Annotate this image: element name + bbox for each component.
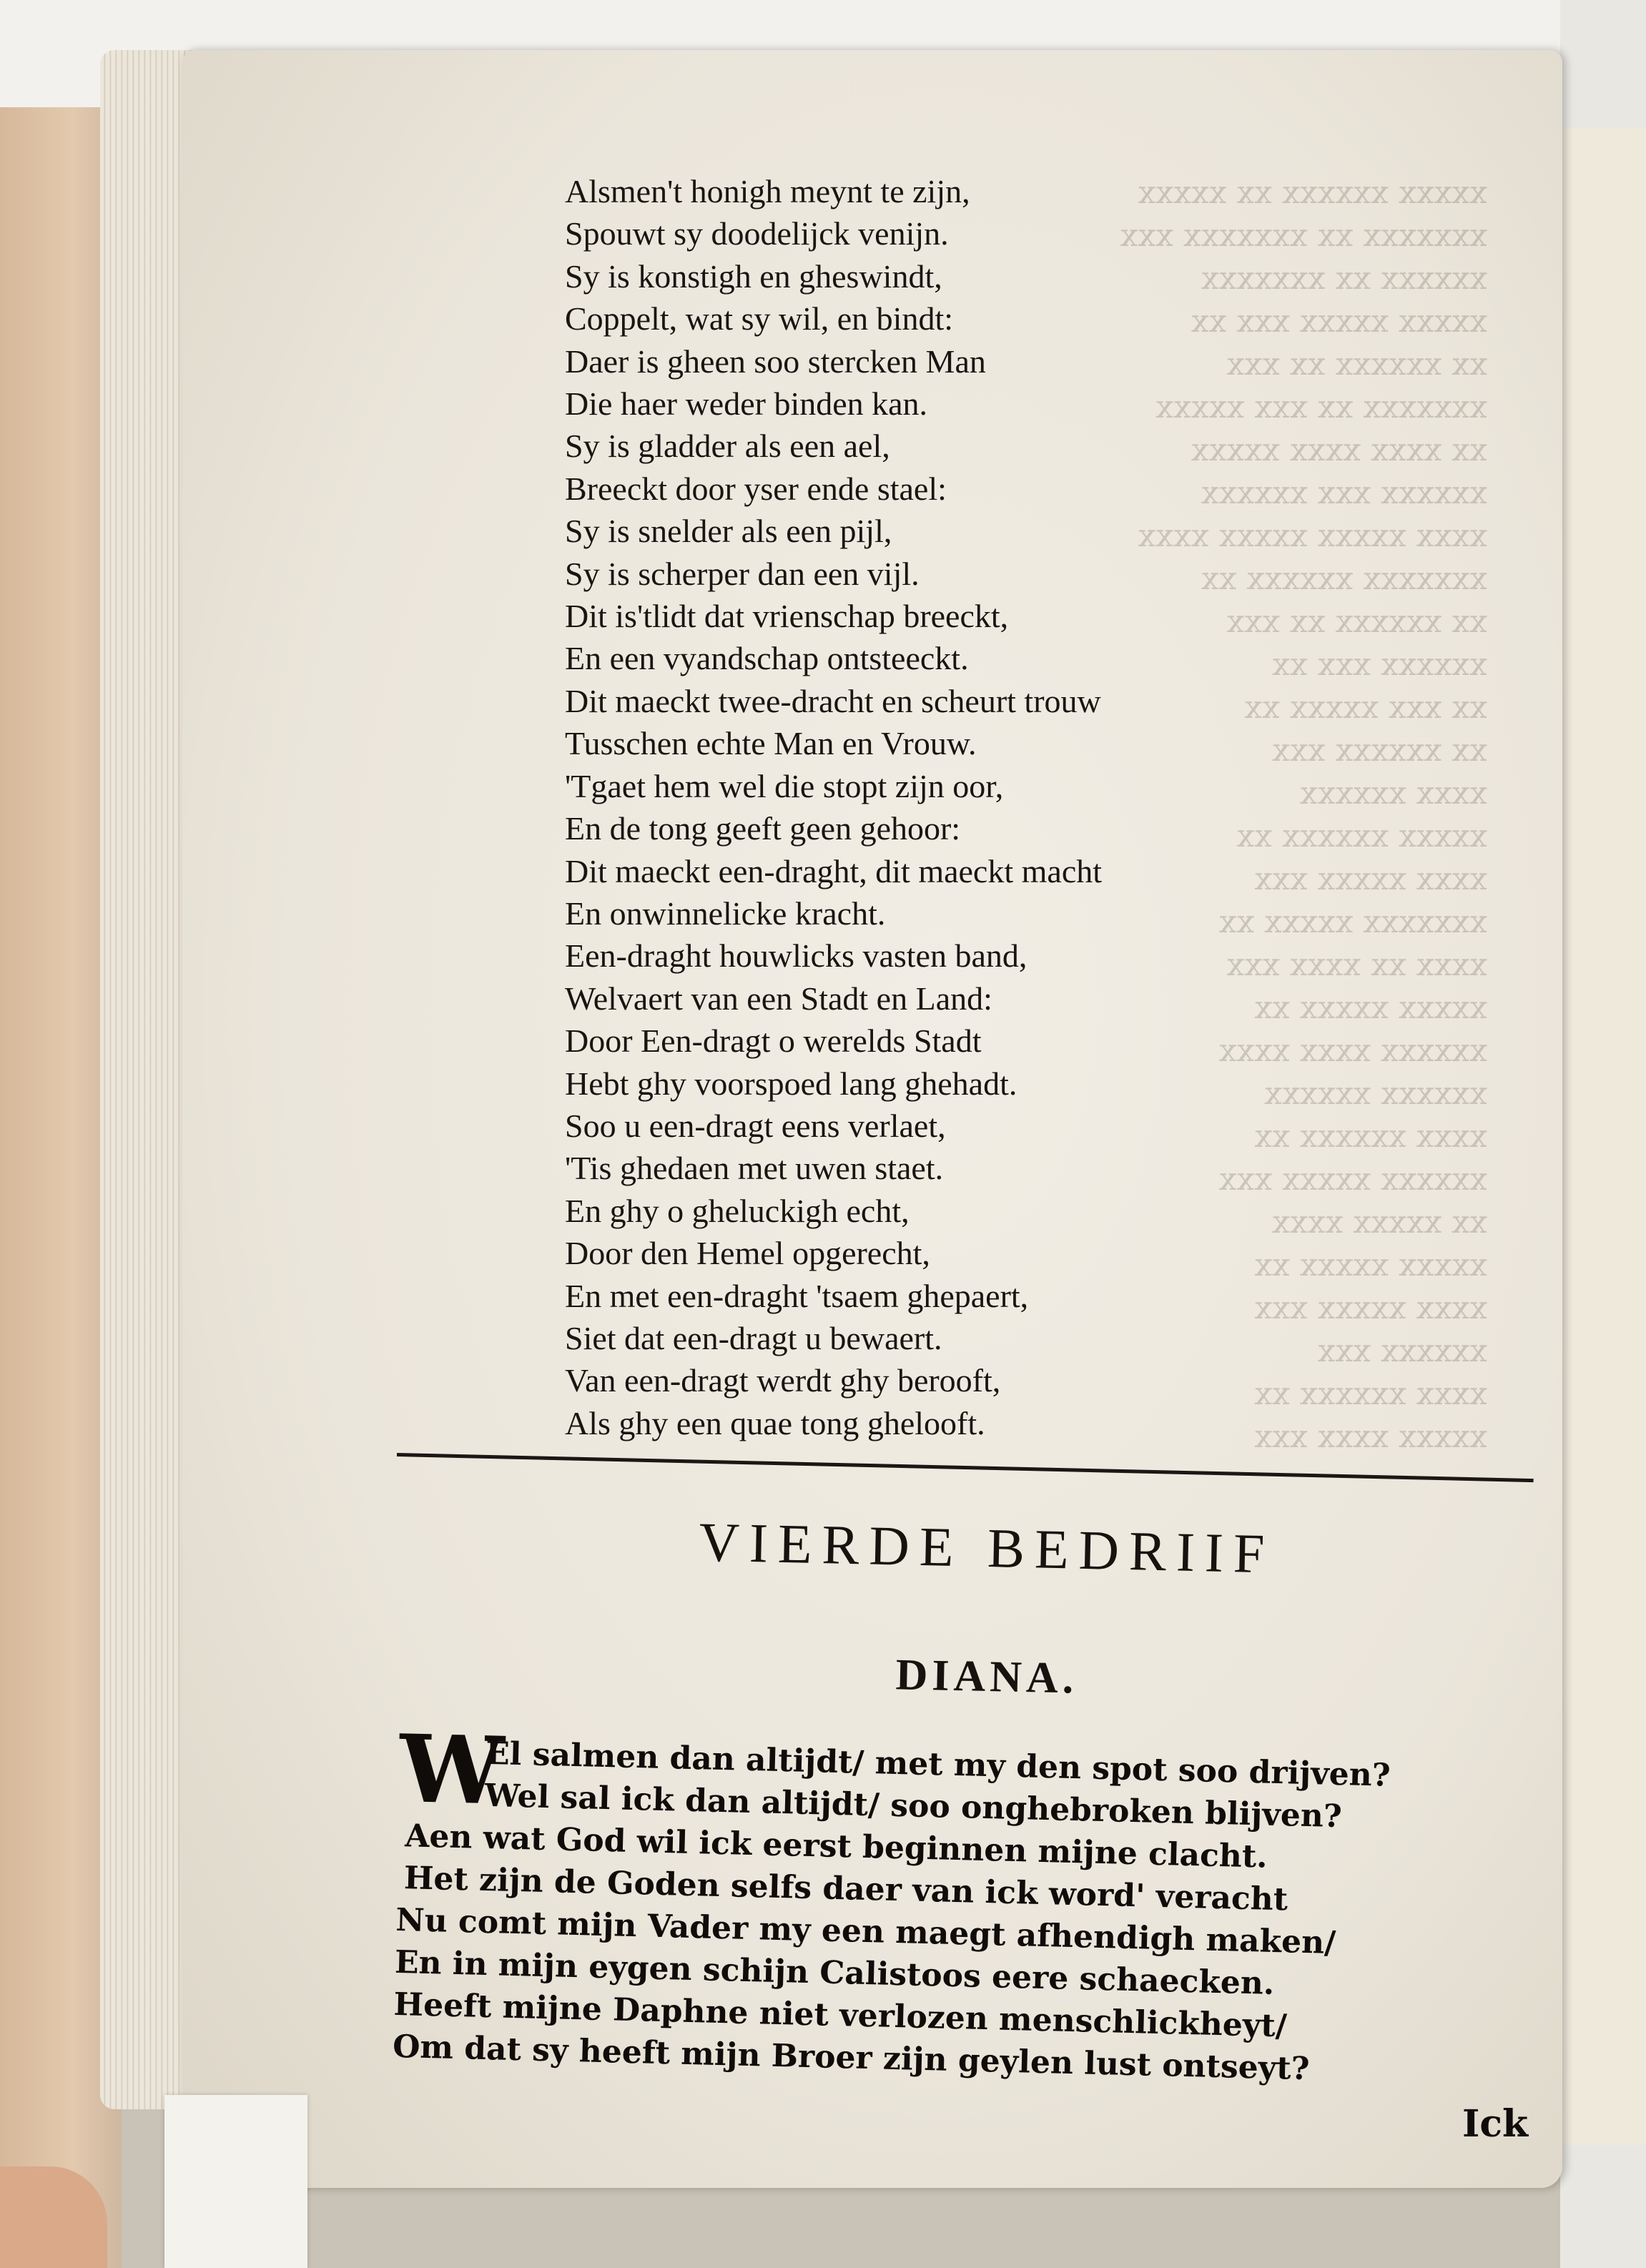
speaker-name: DIANA. bbox=[895, 1650, 1079, 1703]
poem-line: Sy is gladder als een ael, bbox=[565, 428, 890, 465]
poem-line: Die haer weder binden kan. bbox=[565, 385, 928, 423]
paper-bookmark bbox=[164, 2095, 307, 2268]
poem-line: Dit is'tlidt dat vrienschap breeckt, bbox=[565, 598, 1009, 635]
poem-line: Door den Hemel opgerecht, bbox=[565, 1235, 930, 1272]
poem-line: En ghy o gheluckigh echt, bbox=[565, 1192, 910, 1229]
poem-line: Siet dat een-dragt u bewaert. bbox=[565, 1319, 942, 1356]
poem-line: Hebt ghy voorspoed lang ghehadt. bbox=[565, 1065, 1017, 1102]
poem-line: En een vyandschap ontsteeckt. bbox=[565, 640, 969, 677]
poem-line: Sy is snelder als een pijl, bbox=[565, 513, 892, 550]
poem-line: Een-draght houwlicks vasten band, bbox=[565, 937, 1027, 975]
poem-line: 'Tis ghedaen met uwen staet. bbox=[565, 1150, 944, 1187]
speech-text bbox=[392, 1714, 1472, 2094]
act-heading: VIERDE BEDRIIF bbox=[698, 1510, 1276, 1585]
poem-line: Alsmen't honigh meynt te zijn, bbox=[565, 173, 970, 209]
poem-line: En met een-draght 'tsaem ghepaert, bbox=[565, 1277, 1029, 1314]
poem-line: Sy is konstigh en gheswindt, bbox=[565, 257, 942, 295]
poem-line: Welvaert van een Stadt en Land: bbox=[565, 980, 992, 1017]
poem-line: Daer is gheen soo stercken Man bbox=[565, 342, 986, 380]
speech-line: Het zijn de Goden selfs daer van ick word' veracht bbox=[403, 1860, 1288, 1918]
catchword: Ick bbox=[1462, 2102, 1529, 2146]
speech-line: Om dat sy heeft mijn Broer zijn geylen lust ontseyt? bbox=[392, 2028, 1310, 2088]
poem-line: Breeckt door yser ende stael: bbox=[565, 470, 947, 507]
speech-line-text: El salmen dan altijdt/ met my den spot soo drijven? bbox=[485, 1735, 1391, 1794]
bleed-through-text: xxxxx xxxxxx xx xxxxx xxxxxxx xx xxxxxxx xxx xxxxxx xx xxxxxxx xxxxx xxxxx xxx xx xx xxxxxx xx xxx xxxxxxx xx xxx xxxxx xx xxxx xxxx xxxxx xxxxxx xxx xxxxxx xxxx xxxxx xxxxx xxxx xxxxxxx xxxxxx xx xx xxxxxx xx xxx xxxxxx xxx xx xx xxx xxxxx xx xx xxxxxx xxx xxxx xxxxxx xxxxx xxxxxx xx xxxx xxxxx xxx xxxxxxx xxxxx xx xxxx xx xxxx xxx xxxxx xxxxx xx xxxxxx xxxx xxxx xxxxxx xxxxxx xxxx xxxxxx xx xxxxxx xxxxx xxx xx xxxxx xxxx xxxxx xxxxx xx xxxx xxxxx xxx xxxxxx xxx xxxx xxxxxx xx xxxxx xxxx xxx bbox=[1120, 174, 1487, 1455]
poem-text bbox=[565, 170, 1280, 1444]
speech-line: Heeft mijne Daphne niet verlozen menschlickheyt/ bbox=[393, 1986, 1288, 2045]
page-stack-edges bbox=[100, 50, 193, 2109]
poem-line: En de tong geeft geen gehoor: bbox=[565, 810, 961, 847]
poem-line: Soo u een-dragt eens verlaet, bbox=[565, 1107, 946, 1144]
speech-line: Nu comt mijn Vader my een maegt afhendigh maken/ bbox=[395, 1901, 1336, 1962]
poem-line: Dit maeckt twee-dracht en scheurt trouw bbox=[565, 682, 1101, 719]
poem-line: Dit maeckt een-draght, dit maeckt macht bbox=[565, 852, 1103, 889]
poem-line: Sy is scherper dan een vijl. bbox=[565, 555, 920, 592]
poem-line: Als ghy een quae tong ghelooft. bbox=[565, 1404, 985, 1441]
poem-line: Coppelt, wat sy wil, en bindt: bbox=[565, 300, 954, 337]
poem-line: Door Een-dragt o werelds Stadt bbox=[565, 1022, 982, 1060]
speech-line: Wel sal ick dan altijdt/ soo onghebroken blijven? bbox=[484, 1777, 1343, 1835]
poem-line: 'Tgaet hem wel die stopt zijn oor, bbox=[565, 767, 1004, 804]
poem-line: En onwinnelicke kracht. bbox=[565, 894, 886, 932]
speech-line: Aen wat God wil ick eerst beginnen mijne clacht. bbox=[404, 1818, 1268, 1875]
poem-line: Van een-dragt werdt ghy berooft, bbox=[565, 1362, 1001, 1399]
speech-line: En in mijn eygen schijn Calistoos eere schaecken. bbox=[394, 1943, 1275, 2002]
poem-line: Spouwt sy doodelijck venijn. bbox=[565, 215, 949, 252]
poem-line: Tusschen echte Man en Vrouw. bbox=[565, 725, 977, 762]
drop-capital: W bbox=[398, 1714, 506, 1826]
